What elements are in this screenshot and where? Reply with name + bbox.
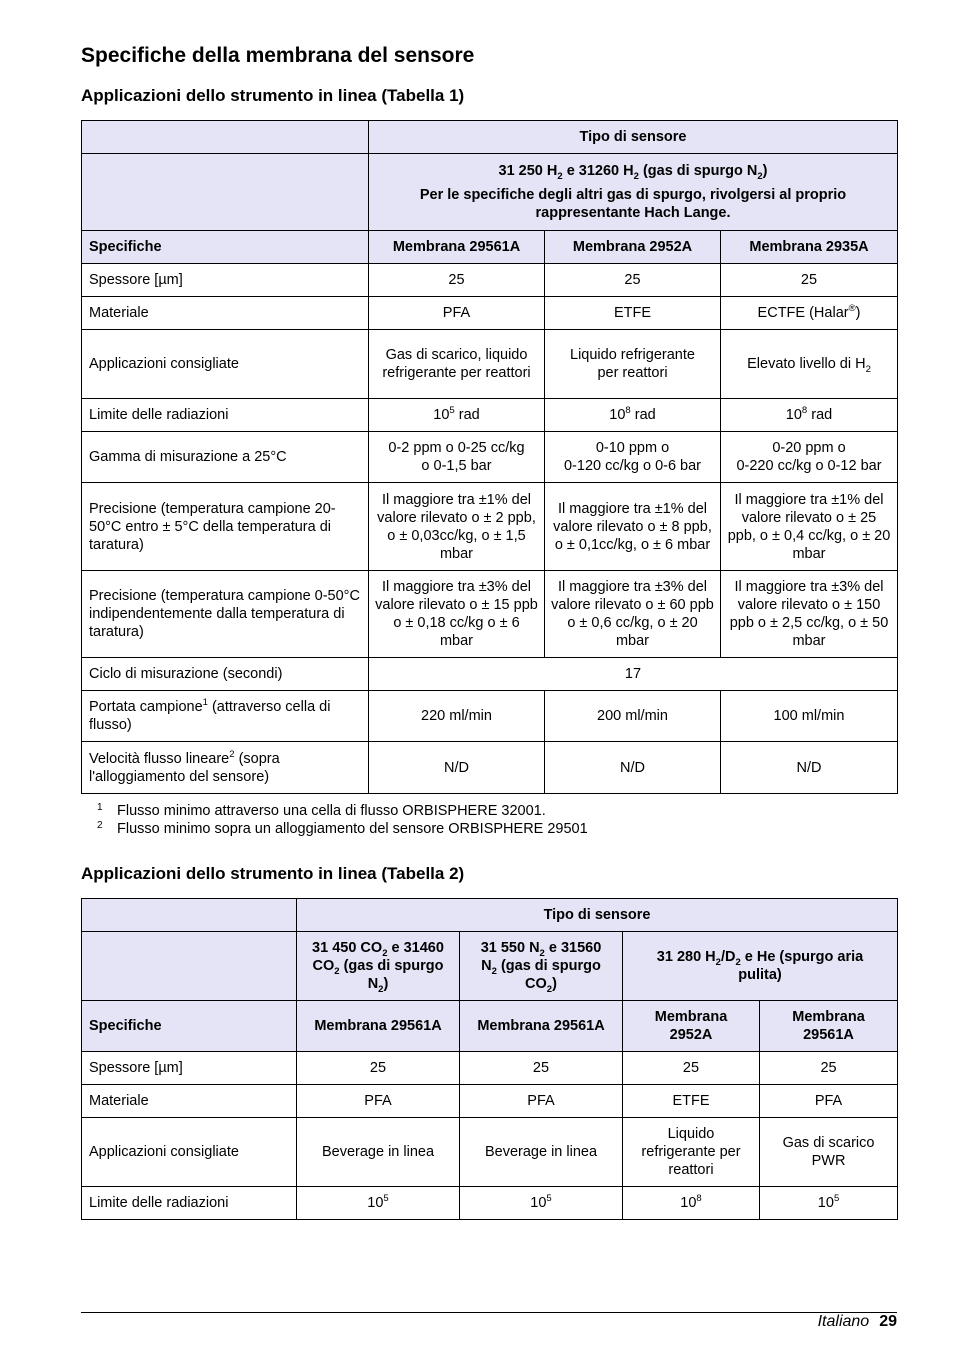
- table-cell: Gas di scarico, liquido refrigerante per reattori: [369, 330, 545, 399]
- row-label: Spessore [µm]: [82, 1052, 297, 1085]
- table-cell: N/D: [721, 742, 898, 794]
- table-cell: 25: [369, 264, 545, 297]
- table2-header-sensor-groups: [82, 932, 898, 1001]
- table-cell: 25: [623, 1052, 760, 1085]
- sensor-group-cell: 31 550 $N_2$ e 31560 $N_2$ (gas di spurgo $CO_2$): [460, 932, 623, 1001]
- table1-heading: Applicazioni dello strumento in linea (Tabella 1): [81, 86, 465, 105]
- table-cell: ETFE: [545, 297, 721, 330]
- table-cell: Elevato livello di $H_2$: [721, 330, 898, 399]
- table2-column-headers: [82, 1001, 898, 1052]
- column-header: Membrana 29561A: [460, 1001, 623, 1052]
- table-cell: $10^8$ rad: [545, 399, 721, 432]
- page-footer: [818, 1313, 897, 1331]
- column-header: Membrana 2935A: [721, 231, 898, 264]
- row-label: Velocità flusso lineare$^2$ (sopra l'alloggiamento del sensore): [82, 742, 369, 794]
- table-cell: 25: [460, 1052, 623, 1085]
- table-row: [82, 691, 898, 742]
- footnote: [81, 820, 588, 838]
- table-cell: $10^8$: [623, 1187, 760, 1220]
- row-label: Ciclo di misurazione (secondi): [82, 658, 369, 691]
- table-cell: $10^5$ rad: [369, 399, 545, 432]
- column-header: Membrana 29561A: [760, 1001, 898, 1052]
- row-label: Materiale: [82, 297, 369, 330]
- footnote-number: 2: [97, 820, 103, 831]
- table-cell: PFA: [297, 1085, 460, 1118]
- page-title: Specifiche della membrana del sensore: [81, 44, 475, 67]
- table-cell: Beverage in linea: [297, 1118, 460, 1187]
- row-label: Precisione (temperatura campione 20-50°C entro ± 5°C della temperatura di taratura): [82, 483, 369, 571]
- table1-corner-cell: [82, 121, 369, 154]
- table-row: [82, 399, 898, 432]
- sensor-type-label: Tipo di sensore: [297, 899, 898, 932]
- table-cell: Il maggiore tra ±3% del valore rilevato o ± 150 ppb o ± 2,5 cc/kg, o ± 50 mbar: [721, 571, 898, 658]
- footnote-number: 1: [97, 802, 103, 813]
- table1-footnotes: [81, 802, 588, 838]
- table-cell: ECTFE (Halar®): [721, 297, 898, 330]
- table-cell: $10^5$: [460, 1187, 623, 1220]
- table-cell: 0-20 ppm o 0-220 cc/kg o 0-12 bar: [721, 432, 898, 483]
- table-cell: PFA: [369, 297, 545, 330]
- row-label: Spessore [µm]: [82, 264, 369, 297]
- table2-corner-cell: [82, 932, 297, 1001]
- table1-column-headers: [82, 231, 898, 264]
- sensor-group-line2: Per le specifiche degli altri gas di spurgo, rivolgersi al proprio rappresentante Hach Lange.: [419, 187, 847, 221]
- table-cell: ETFE: [623, 1085, 760, 1118]
- footnote-text: Flusso minimo attraverso una cella di flusso ORBISPHERE 32001.: [117, 803, 546, 819]
- table-cell: 25: [760, 1052, 898, 1085]
- sensor-type-label: Tipo di sensore: [369, 121, 898, 154]
- table-row: [82, 483, 898, 571]
- table-row: [82, 1118, 898, 1187]
- table-cell: 17: [369, 658, 898, 691]
- table-cell: Beverage in linea: [460, 1118, 623, 1187]
- sensor-group-cell: 31 450 $CO_2$ e 31460 $CO_2$ (gas di spurgo $N_2$): [297, 932, 460, 1001]
- row-label: Precisione (temperatura campione 0-50°C indipendentemente dalla temperatura di taratura): [82, 571, 369, 658]
- table1-corner-cell: [82, 154, 369, 231]
- row-label: Applicazioni consigliate: [82, 330, 369, 399]
- sensor-group-cell: [369, 154, 898, 231]
- table2-header-sensor-type: [82, 899, 898, 932]
- row-label: Gamma di misurazione a 25°C: [82, 432, 369, 483]
- footer-divider: [81, 1312, 897, 1313]
- table1-header-sensor-group: [82, 154, 898, 231]
- table-row: [82, 571, 898, 658]
- table-cell: Il maggiore tra ±3% del valore rilevato o ± 15 ppb o ± 0,18 cc/kg o ± 6 mbar: [369, 571, 545, 658]
- table-cell: 25: [545, 264, 721, 297]
- table-cell: Liquido refrigerante per reattori: [623, 1118, 760, 1187]
- footer-language: Italiano: [817, 1313, 870, 1330]
- sensor-group-line1: 31 250 $H_2$ e 31260 $H_2$ (gas di spurgo $N_2$): [498, 163, 768, 182]
- table1-header-sensor-type: [82, 121, 898, 154]
- table-cell: Il maggiore tra ±1% del valore rilevato o ± 8 ppb, o ± 0,1cc/kg, o ± 6 mbar: [545, 483, 721, 571]
- table1: [81, 120, 898, 794]
- table-cell: $10^5$: [297, 1187, 460, 1220]
- table-row: [82, 1187, 898, 1220]
- table-cell: Il maggiore tra ±3% del valore rilevato o ± 60 ppb o ± 0,6 cc/kg, o ± 20 mbar: [545, 571, 721, 658]
- table-cell: 0-2 ppm o 0-25 cc/kg o 0-1,5 bar: [369, 432, 545, 483]
- table-cell: 200 ml/min: [545, 691, 721, 742]
- table-cell: $10^5$: [760, 1187, 898, 1220]
- table-cell: N/D: [545, 742, 721, 794]
- table-row: [82, 264, 898, 297]
- column-header: Membrana 2952A: [623, 1001, 760, 1052]
- column-header: Specifiche: [82, 1001, 297, 1052]
- table-row: [82, 742, 898, 794]
- table-cell: Il maggiore tra ±1% del valore rilevato o ± 2 ppb, o ± 0,03cc/kg, o ± 1,5 mbar: [369, 483, 545, 571]
- row-label: Applicazioni consigliate: [82, 1118, 297, 1187]
- table-row: [82, 658, 898, 691]
- table-row: [82, 432, 898, 483]
- row-label: Materiale: [82, 1085, 297, 1118]
- table-row: [82, 330, 898, 399]
- column-header: Specifiche: [82, 231, 369, 264]
- table2-corner-cell: [82, 899, 297, 932]
- row-label: Limite delle radiazioni: [82, 399, 369, 432]
- table-cell: 25: [721, 264, 898, 297]
- table-row: [82, 297, 898, 330]
- column-header: Membrana 29561A: [369, 231, 545, 264]
- sensor-group-cell: 31 280 $H_2/D_2$ e He (spurgo aria pulita): [623, 932, 898, 1001]
- footnote-text: Flusso minimo sopra un alloggiamento del sensore ORBISPHERE 29501: [117, 821, 588, 837]
- footnote: [81, 802, 588, 820]
- table-row: [82, 1085, 898, 1118]
- table-cell: Il maggiore tra ±1% del valore rilevato o ± 25 ppb, o ± 0,4 cc/kg, o ± 20 mbar: [721, 483, 898, 571]
- row-label: Portata campione$^1$ (attraverso cella di flusso): [82, 691, 369, 742]
- table-cell: 220 ml/min: [369, 691, 545, 742]
- table-cell: PFA: [460, 1085, 623, 1118]
- table-cell: 25: [297, 1052, 460, 1085]
- table2-heading: Applicazioni dello strumento in linea (Tabella 2): [81, 864, 465, 883]
- table-cell: N/D: [369, 742, 545, 794]
- table-cell: $10^8$ rad: [721, 399, 898, 432]
- table-cell: Gas di scarico PWR: [760, 1118, 898, 1187]
- page-number: 29: [879, 1313, 897, 1330]
- column-header: Membrana 29561A: [297, 1001, 460, 1052]
- table-cell: 0-10 ppm o 0-120 cc/kg o 0-6 bar: [545, 432, 721, 483]
- table-cell: Liquido refrigerante per reattori: [545, 330, 721, 399]
- row-label: Limite delle radiazioni: [82, 1187, 297, 1220]
- table-cell: PFA: [760, 1085, 898, 1118]
- table-row: [82, 1052, 898, 1085]
- table2: [81, 898, 898, 1220]
- table-cell: 100 ml/min: [721, 691, 898, 742]
- column-header: Membrana 2952A: [545, 231, 721, 264]
